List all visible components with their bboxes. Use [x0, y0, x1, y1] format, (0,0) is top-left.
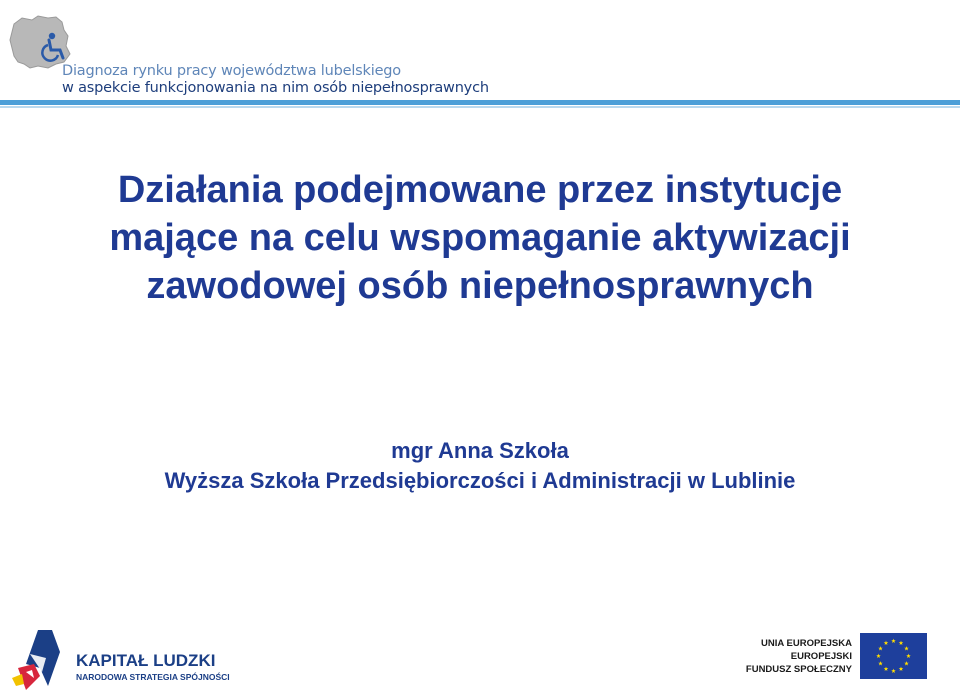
eu-flag-icon — [860, 633, 927, 679]
author-block — [0, 436, 960, 496]
kapital-ludzki-text — [76, 652, 230, 683]
poland-map-wheelchair-icon — [8, 14, 72, 70]
header-line-1: Diagnoza rynku pracy województwa lubelskiego — [62, 63, 401, 79]
header-text — [62, 63, 489, 97]
title-line-2: mające na celu wspomaganie aktywizacji — [109, 217, 851, 259]
kapital-ludzki-sub: NARODOWA STRATEGIA SPÓJNOŚCI — [76, 672, 230, 682]
header-rule — [0, 100, 960, 105]
title-line-1: Działania podejmowane przez instytucje — [117, 169, 843, 211]
eu-line-1: UNIA EUROPEJSKA — [761, 638, 852, 649]
eu-text — [712, 637, 852, 676]
kapital-ludzki-logo-icon — [12, 628, 74, 694]
author-affiliation: Wyższa Szkoła Przedsiębiorczości i Administracji w Lublinie — [164, 468, 796, 493]
author-name: mgr Anna Szkoła — [391, 438, 569, 463]
page-title — [0, 166, 960, 310]
header-line-2: w aspekcie funkcjonowania na nim osób niepełnosprawnych — [62, 80, 489, 96]
eu-line-2: EUROPEJSKI — [790, 651, 852, 662]
kapital-ludzki-name: KAPITAŁ LUDZKI — [76, 651, 216, 670]
title-line-3: zawodowej osób niepełnosprawnych — [146, 265, 814, 307]
eu-line-3: FUNDUSZ SPOŁECZNY — [745, 664, 852, 675]
header-rule-thin — [0, 106, 960, 108]
